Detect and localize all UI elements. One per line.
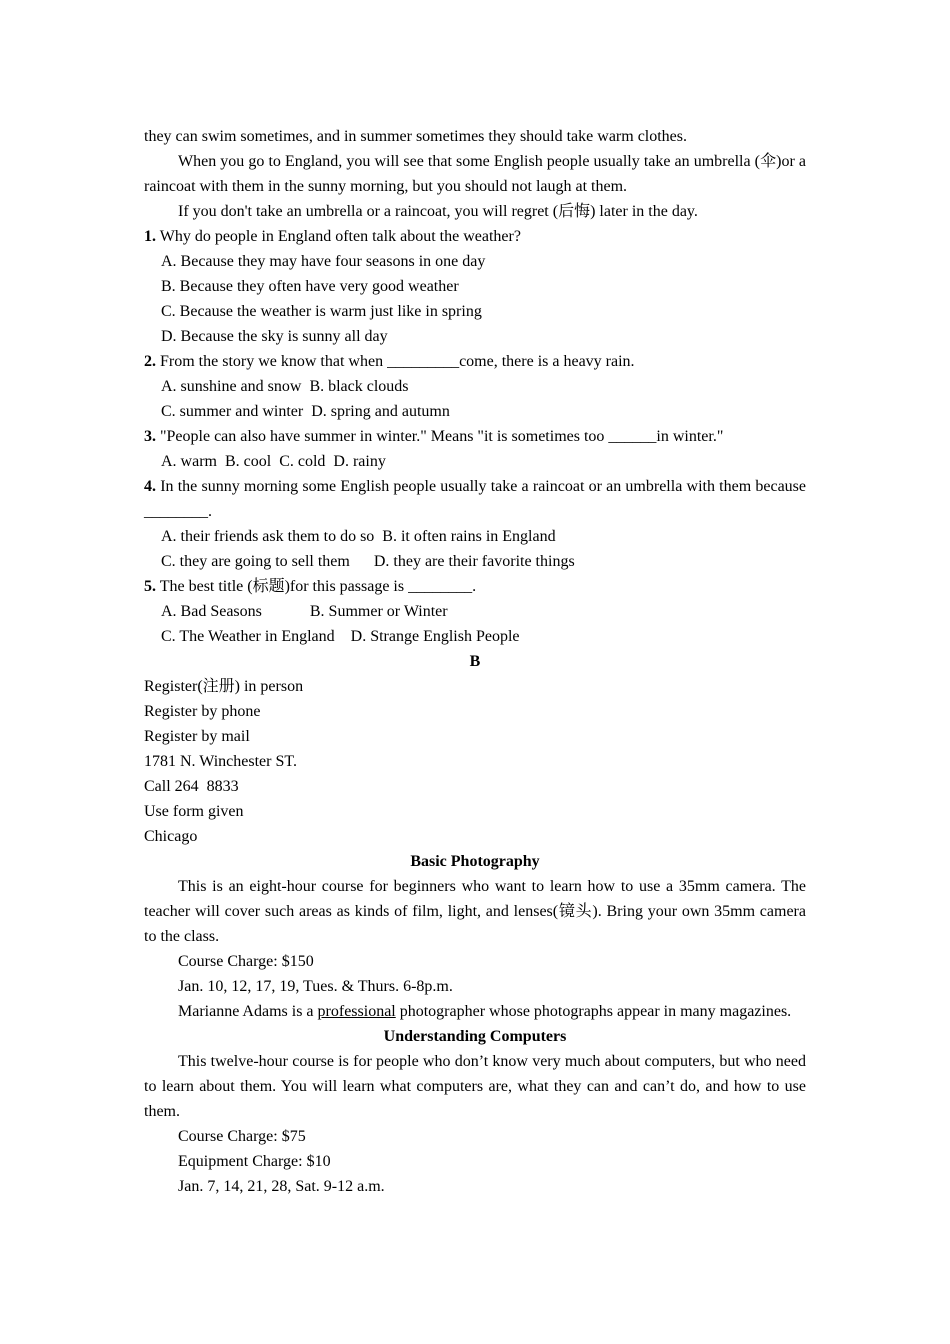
answer-option: A. warm B. cool C. cold D. rainy: [161, 453, 386, 470]
course-charge: Course Charge: $75: [178, 1128, 306, 1145]
register-line: Register(注册) in person: [144, 678, 304, 695]
answer-option: C. The Weather in England D. Strange English People: [161, 628, 520, 645]
register-line: Chicago: [144, 828, 198, 845]
course-dates: Jan. 10, 12, 17, 19, Tues. & Thurs. 6-8p.m.: [178, 978, 453, 995]
answer-option: A. sunshine and snow B. black clouds: [161, 378, 409, 395]
register-line: 1781 N. Winchester ST.: [144, 753, 297, 770]
question-text: Why do people in England often talk about the weather?: [156, 228, 521, 245]
answer-option: B. Because they often have very good weather: [161, 278, 459, 295]
register-block: [144, 674, 806, 849]
course-charge: Course Charge: $150: [178, 953, 314, 970]
question-text: The best title (标题)for this passage is ________.: [156, 578, 477, 595]
course-description: This twelve-hour course is for people who don’t know very much about computers, but who need to learn about them. You will learn what computers are, what they can and can’t do, and how to use them.: [144, 1053, 806, 1120]
passage-line: they can swim sometimes, and in summer sometimes they should take warm clothes.: [144, 128, 688, 145]
question-3: [144, 424, 806, 474]
answer-option: C. Because the weather is warm just like in spring: [161, 303, 482, 320]
course-computers: [144, 1024, 806, 1199]
register-line: Use form given: [144, 803, 244, 820]
passage-paragraph: When you go to England, you will see that some English people usually take an umbrella (伞)or a raincoat with them in the sunny morning, but you should not laugh at them.: [144, 153, 806, 195]
course-description: This is an eight-hour course for beginners who want to learn how to use a 35mm camera. The teacher will cover such areas as kinds of film, light, and lenses(镜头). Bring your own 35mm camera to the class.: [144, 878, 806, 945]
document-page: [144, 124, 806, 1199]
question-text: In the sunny morning some English people usually take a raincoat or an umbrella with them because ________.: [144, 478, 806, 520]
question-number: 2.: [144, 353, 156, 370]
course-dates: Jan. 7, 14, 21, 28, Sat. 9-12 a.m.: [178, 1178, 385, 1195]
answer-option: A. Because they may have four seasons in one day: [161, 253, 486, 270]
passage-paragraph: If you don't take an umbrella or a raincoat, you will regret (后悔) later in the day.: [178, 203, 698, 220]
answer-option: C. summer and winter D. spring and autumn: [161, 403, 450, 420]
question-number: 5.: [144, 578, 156, 595]
question-5: [144, 574, 806, 649]
question-number: 1.: [144, 228, 156, 245]
register-line: Call 264 8833: [144, 778, 239, 795]
question-text: "People can also have summer in winter." Means "it is sometimes too ______in winter.": [156, 428, 724, 445]
answer-option: D. Because the sky is sunny all day: [161, 328, 388, 345]
question-2: [144, 349, 806, 424]
course-teacher: Marianne Adams is a professional photographer whose photographs appear in many magazines.: [178, 1003, 792, 1020]
section-heading: B: [469, 653, 481, 670]
question-4: [144, 474, 806, 574]
course-title: Understanding Computers: [383, 1028, 567, 1045]
course-title: Basic Photography: [410, 853, 540, 870]
question-number: 4.: [144, 478, 156, 495]
answer-option: A. Bad Seasons B. Summer or Winter: [161, 603, 448, 620]
underlined-word: professional: [317, 1003, 396, 1020]
answer-option: C. they are going to sell them D. they are their favorite things: [161, 553, 575, 570]
answer-option: A. their friends ask them to do so B. it often rains in England: [161, 528, 556, 545]
register-line: Register by phone: [144, 703, 261, 720]
question-text: From the story we know that when _________come, there is a heavy rain.: [156, 353, 635, 370]
question-number: 3.: [144, 428, 156, 445]
register-line: Register by mail: [144, 728, 250, 745]
course-photography: [144, 849, 806, 1024]
question-1: [144, 224, 806, 349]
equipment-charge: Equipment Charge: $10: [178, 1153, 331, 1170]
